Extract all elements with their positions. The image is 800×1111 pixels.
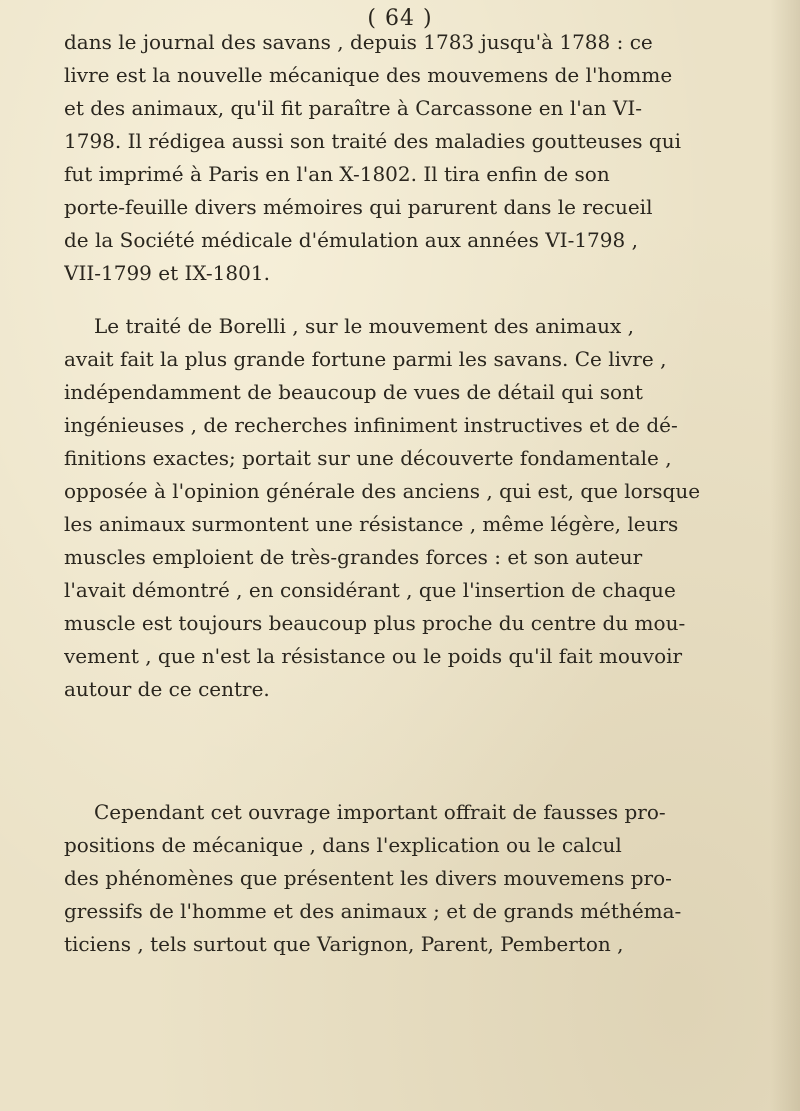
paragraph-3 (64, 796, 734, 961)
text-line: positions de mécanique , dans l'explication ou le calcul (64, 833, 622, 857)
text-line: indépendamment de beaucoup de vues de détail qui sont (64, 380, 643, 404)
text-line: des phénomènes que présentent les divers mouvemens pro- (64, 866, 672, 890)
text-line: gressifs de l'homme et des animaux ; et de grands méthéma- (64, 899, 682, 923)
text-line: les animaux surmontent une résistance , même légère, leurs (64, 512, 679, 536)
text-line: Cependant cet ouvrage important offrait de fausses pro- (94, 800, 666, 824)
text-line: porte-feuille divers mémoires qui parurent dans le recueil (64, 195, 653, 219)
text-line: muscles emploient de très-grandes forces : et son auteur (64, 545, 643, 569)
text-line: livre est la nouvelle mécanique des mouvemens de l'homme (64, 63, 673, 87)
text-line: avait fait la plus grande fortune parmi les savans. Ce livre , (64, 347, 667, 371)
text-line: ticiens , tels surtout que Varignon, Parent, Pemberton , (64, 932, 624, 956)
paragraph-2 (64, 310, 734, 706)
page-number: ( 64 ) (367, 6, 433, 31)
text-line: muscle est toujours beaucoup plus proche du centre du mou- (64, 611, 686, 635)
text-line: et des animaux, qu'il fit paraître à Carcassone en l'an VI- (64, 96, 642, 120)
text-line: autour de ce centre. (64, 677, 270, 701)
text-line: opposée à l'opinion générale des anciens , qui est, que lorsque (64, 479, 701, 503)
text-line: l'avait démontré , en considérant , que l'insertion de chaque (64, 578, 676, 602)
paragraph-1 (64, 26, 734, 290)
text-line: vement , que n'est la résistance ou le poids qu'il fait mouvoir (64, 644, 683, 668)
text-line: de la Société médicale d'émulation aux années VI-1798 , (64, 228, 638, 252)
text-line: fut imprimé à Paris en l'an X-1802. Il tira enfin de son (64, 162, 610, 186)
text-line: 1798. Il rédigea aussi son traité des maladies goutteuses qui (64, 129, 682, 153)
page-edge-shadow (770, 0, 800, 1111)
text-line: dans le journal des savans , depuis 1783 jusqu'à 1788 : ce (64, 30, 653, 54)
text-line: VII-1799 et IX-1801. (64, 261, 270, 285)
text-line: Le traité de Borelli , sur le mouvement des animaux , (94, 314, 634, 338)
text-line: ingénieuses , de recherches infiniment instructives et de dé- (64, 413, 678, 437)
text-line: finitions exactes; portait sur une découverte fondamentale , (64, 446, 672, 470)
